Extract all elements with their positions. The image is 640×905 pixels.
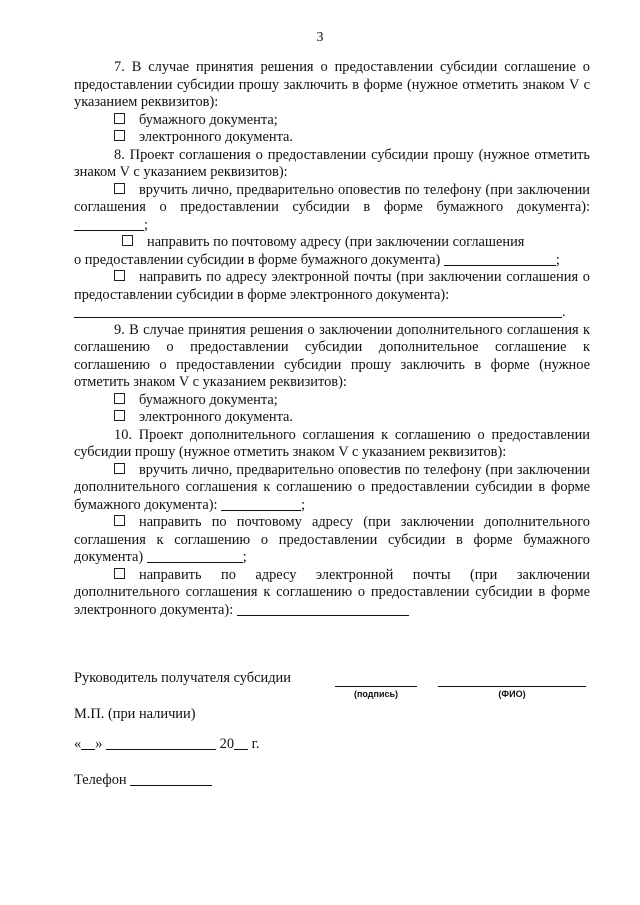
checkbox-icon[interactable] xyxy=(114,130,125,141)
item-8-option-post-line2: о предоставлении субсидии в форме бумажного документа) ; xyxy=(74,251,560,268)
item-8-option-post-line1[interactable]: направить по почтовому адресу (при заключении соглашения xyxy=(74,234,590,252)
fill-line[interactable] xyxy=(221,497,301,511)
checkbox-icon[interactable] xyxy=(114,515,125,526)
item-10-option-post[interactable]: направить по почтовому адресу (при заключении дополнительного соглашения к соглашению о предоставлении субсидии в форме бумажного документа) ; xyxy=(74,514,590,565)
item-9-text: 9. В случае принятия решения о заключении дополнительного соглашения к соглашению о предоставлении субсидии дополнительное соглашение к соглашению о предоставлении субсидии прошу заключить в форме (нужное отметить знаком V с указанием реквизитов): xyxy=(74,321,590,390)
item-9-option-electronic[interactable]: электронного документа. xyxy=(74,409,590,427)
name-caption: (ФИО) xyxy=(498,689,526,699)
item-9-option-paper[interactable]: бумажного документа; xyxy=(74,392,590,410)
checkbox-icon[interactable] xyxy=(114,183,125,194)
day-line[interactable] xyxy=(81,736,95,750)
signature-caption: (подпись) xyxy=(353,689,399,699)
fill-line[interactable] xyxy=(147,549,243,563)
fill-line[interactable] xyxy=(74,304,562,318)
item-8-option-email[interactable]: направить по адресу электронной почты (при заключении соглашения о предоставлении субсидии в форме электронного документа): xyxy=(74,269,590,303)
checkbox-icon[interactable] xyxy=(122,235,133,246)
fill-line[interactable] xyxy=(74,217,144,231)
checkbox-icon[interactable] xyxy=(114,568,125,579)
year-line[interactable] xyxy=(234,736,248,750)
checkbox-icon[interactable] xyxy=(114,463,125,474)
item-8-text: 8. Проект соглашения о предоставлении субсидии прошу (нужное отметить знаком V с указанием реквизитов): xyxy=(74,146,590,180)
item-8-option-personal[interactable]: вручить лично, предварительно оповестив по телефону (при заключении соглашения о предоставлении субсидии в форме бумажного документа): ; xyxy=(74,181,590,233)
name-line[interactable] xyxy=(438,686,586,687)
checkbox-icon[interactable] xyxy=(114,410,125,421)
phone-line[interactable] xyxy=(130,772,212,786)
item-7-option-paper[interactable]: бумажного документа; xyxy=(74,112,590,130)
checkbox-icon[interactable] xyxy=(114,113,125,124)
month-line[interactable] xyxy=(106,736,216,750)
signature-label: Руководитель получателя субсидии xyxy=(74,670,291,686)
phone-field xyxy=(74,772,212,789)
item-8-email-line: . xyxy=(74,304,590,322)
checkbox-icon[interactable] xyxy=(114,270,125,281)
fill-line[interactable] xyxy=(444,252,556,266)
item-7-text: 7. В случае принятия решения о предоставлении субсидии соглашение о предоставлении субсидии прошу заключить в форме (нужное отметить знаком V с указанием реквизитов): xyxy=(74,59,590,110)
item-10-option-personal[interactable]: вручить лично, предварительно оповестив по телефону (при заключении дополнительного соглашения к соглашению о предоставлении субсидии в форме бумажного документа): ; xyxy=(74,461,590,513)
item-7-option-electronic[interactable]: электронного документа. xyxy=(74,129,590,147)
fill-line[interactable] xyxy=(237,602,409,616)
form-body xyxy=(74,59,590,619)
date-field: « » 20 г. xyxy=(74,736,260,752)
stamp-note: М.П. (при наличии) xyxy=(74,706,196,722)
page-number: 3 xyxy=(316,30,324,45)
phone-label: Телефон xyxy=(74,772,127,788)
checkbox-icon[interactable] xyxy=(114,393,125,404)
signature-line[interactable] xyxy=(335,686,417,687)
item-10-text: 10. Проект дополнительного соглашения к соглашению о предоставлении субсидии прошу (нужное отметить знаком V с указанием реквизитов): xyxy=(74,426,590,460)
item-10-option-email[interactable]: направить по адресу электронной почты (при заключении дополнительного соглашения к соглашению о предоставлении субсидии в форме электронного документа): xyxy=(74,566,590,618)
